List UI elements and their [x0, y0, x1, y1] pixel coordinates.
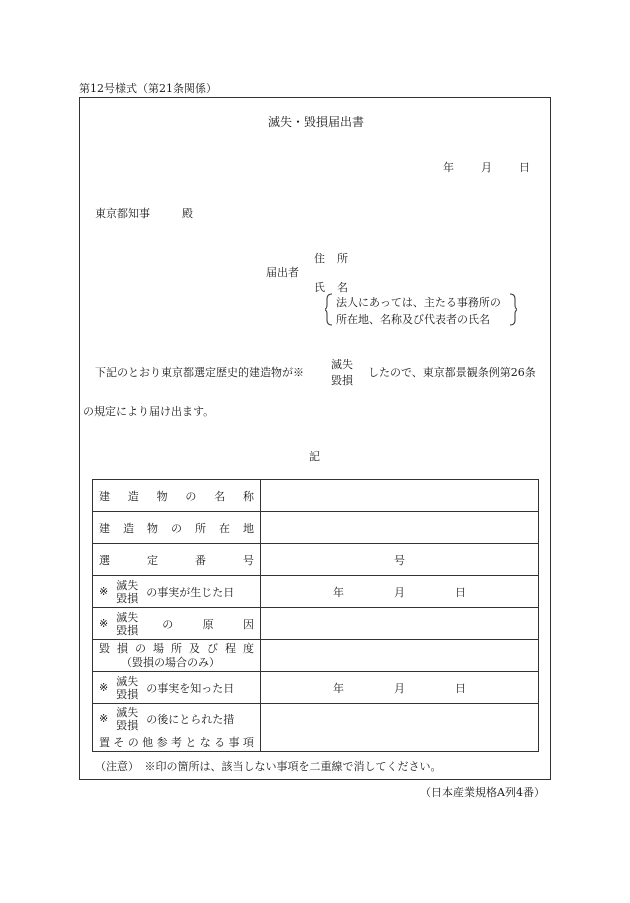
choice-damage: 毀損 — [116, 718, 139, 732]
choice-loss: 滅失 — [116, 705, 139, 719]
label-known-date — [93, 672, 261, 704]
notifier-label: 届出者 — [266, 266, 299, 279]
choice-loss: 滅失 — [116, 674, 139, 688]
label-damage-extent — [93, 640, 261, 672]
char: び — [207, 641, 218, 655]
form-number: 第12号様式（第21条関係） — [79, 82, 217, 95]
char: 度 — [243, 641, 254, 655]
char: 号 — [243, 553, 254, 567]
char: と — [185, 735, 197, 749]
char: 地 — [243, 521, 254, 535]
label-suffix: の事実が生じた日 — [146, 585, 235, 599]
value-known-date[interactable] — [261, 672, 539, 704]
damage-only-note: （毀損の場合のみ） — [121, 655, 220, 669]
char: 物 — [156, 489, 168, 503]
char: 選 — [99, 553, 110, 567]
char: そ — [113, 735, 125, 749]
value-cause[interactable] — [261, 608, 539, 640]
char: 毀 — [99, 641, 110, 655]
footer-paper-size: （日本産業規格A列4番） — [420, 786, 545, 799]
date-month: 月 — [394, 681, 405, 695]
char: の — [127, 735, 139, 749]
date-line — [443, 159, 530, 175]
addressee — [95, 205, 193, 221]
label-building-name — [93, 480, 261, 512]
char: 程 — [225, 641, 236, 655]
asterisk-mark: ※ — [99, 617, 109, 630]
date-month: 月 — [394, 585, 405, 599]
date-year: 年 — [333, 681, 344, 695]
char: な — [199, 735, 211, 749]
label-occurrence-date — [93, 576, 261, 608]
label-selection-number — [93, 544, 261, 576]
char: 所 — [195, 521, 206, 535]
char: 建 — [99, 489, 110, 503]
corp-note-line1: 法人にあっては、主たる事務所の — [336, 296, 501, 309]
table-row — [93, 640, 539, 672]
char: 及 — [189, 641, 200, 655]
choice-stack — [116, 611, 138, 637]
value-building-location[interactable] — [261, 512, 539, 544]
record-table — [92, 479, 539, 752]
date-month: 月 — [481, 161, 492, 174]
char: の — [135, 641, 146, 655]
label-measures-taken — [93, 704, 261, 752]
char: 番 — [195, 553, 206, 567]
char: 項 — [242, 735, 254, 749]
choice-damage: 毀損 — [116, 687, 139, 701]
char: の — [162, 617, 174, 631]
value-selection-number[interactable] — [261, 544, 539, 576]
char: 称 — [242, 489, 254, 503]
char: 定 — [147, 553, 158, 567]
addressee-honorific: 殿 — [182, 207, 193, 220]
value-damage-extent[interactable] — [261, 640, 539, 672]
value-building-name[interactable] — [261, 480, 539, 512]
char: 所 — [171, 641, 182, 655]
name-label-char: 氏 — [314, 281, 325, 294]
choice-stack — [116, 675, 138, 701]
date-year: 年 — [333, 585, 344, 599]
date-day: 日 — [455, 681, 466, 695]
address-label-char: 住 — [314, 252, 325, 265]
choice-damage: 毀損 — [116, 623, 139, 637]
addressee-name: 東京都知事 — [95, 207, 150, 220]
note: （注意） ※印の箇所は、該当しない事項を二重線で消してください。 — [95, 760, 442, 773]
choice-loss: 滅失 — [331, 358, 353, 371]
char: 名 — [214, 489, 226, 503]
value-measures-taken[interactable] — [261, 704, 539, 752]
char: る — [214, 735, 226, 749]
date-day: 日 — [519, 161, 530, 174]
table-row — [93, 608, 539, 640]
choice-stack — [116, 579, 138, 605]
table-row — [93, 704, 539, 752]
form-title: 滅失・毀損届出書 — [268, 115, 365, 129]
choice-loss: 滅失 — [116, 610, 139, 624]
char: 原 — [202, 617, 214, 631]
name-label-char: 名 — [337, 281, 348, 294]
value-occurrence-date[interactable] — [261, 576, 539, 608]
body-line2: の規定により届け出ます。 — [83, 405, 215, 418]
label-suffix: の事実を知った日 — [146, 681, 235, 695]
char: の — [171, 521, 182, 535]
char: 事 — [228, 735, 240, 749]
label-building-location — [93, 512, 261, 544]
char: 損 — [117, 641, 128, 655]
body-choice — [331, 357, 353, 389]
char: の — [185, 489, 197, 503]
choice-stack — [116, 706, 138, 732]
char: 参 — [156, 735, 168, 749]
body-part2: したので、東京都景観条例第26条 — [368, 366, 536, 379]
asterisk-mark: ※ — [99, 681, 109, 694]
char: 造 — [127, 489, 139, 503]
label-cause — [93, 608, 261, 640]
address-label — [314, 250, 348, 266]
choice-damage: 毀損 — [116, 591, 139, 605]
body-part1: 下記のとおり東京都選定歴史的建造物が※ — [95, 366, 304, 379]
char: 置 — [99, 735, 110, 749]
choice-damage: 毀損 — [331, 374, 353, 387]
choice-loss: 滅失 — [116, 578, 139, 592]
table-row — [93, 544, 539, 576]
address-label-char: 所 — [337, 252, 348, 265]
char: 造 — [123, 521, 134, 535]
asterisk-mark: ※ — [99, 585, 109, 598]
table-row — [93, 512, 539, 544]
corp-note-line2: 所在地、名称及び代表者の氏名 — [336, 313, 490, 326]
char: 考 — [170, 735, 182, 749]
number-unit: 号 — [394, 553, 405, 567]
table-row — [93, 480, 539, 512]
table-row — [93, 576, 539, 608]
char: 場 — [153, 641, 164, 655]
char: 因 — [243, 617, 254, 631]
date-year: 年 — [443, 161, 454, 174]
char: 物 — [147, 521, 158, 535]
char: 在 — [219, 521, 230, 535]
ki-heading: 記 — [309, 450, 320, 463]
date-day: 日 — [455, 585, 466, 599]
label-suffix: の後にとられた措 — [146, 712, 235, 726]
char: 建 — [99, 521, 110, 535]
char: 他 — [142, 735, 154, 749]
table-row — [93, 672, 539, 704]
asterisk-mark: ※ — [99, 712, 109, 725]
